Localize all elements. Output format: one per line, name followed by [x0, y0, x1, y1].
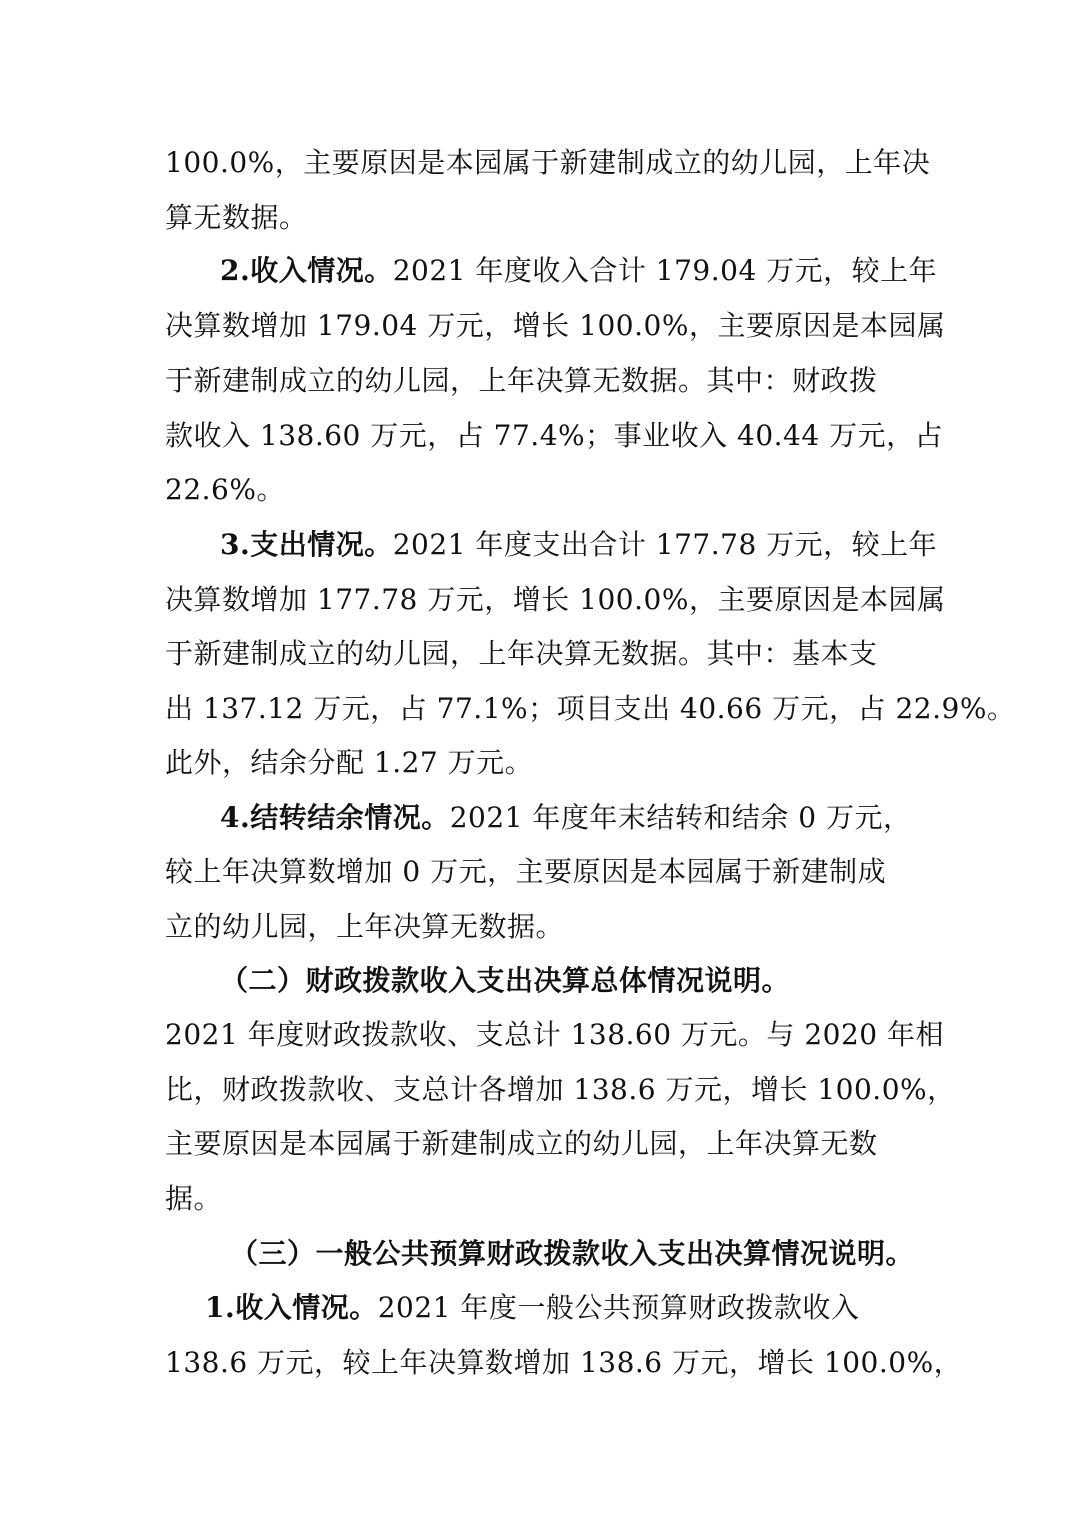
subsection-heading: 1.收入情况。: [205, 1291, 378, 1324]
line-text: 138.6 万元，较上年决算数增加 138.6 万元，增长 100.0%，: [165, 1346, 963, 1379]
body-line: [165, 743, 533, 783]
subsection-heading: 3.支出情况。: [220, 528, 393, 561]
body-line: [165, 1179, 222, 1219]
section-heading: （二）财政拨款收入支出决算总体情况说明。: [220, 964, 791, 997]
body-line: [165, 143, 930, 183]
line-text: 此外，结余分配 1.27 万元。: [165, 746, 534, 779]
body-line: [165, 689, 1015, 729]
subsection-heading: 2.收入情况。: [220, 254, 393, 287]
section-heading-line: [230, 1234, 914, 1274]
line-text: 决算数增加 179.04 万元，增长 100.0%，主要原因是本园属: [165, 309, 946, 342]
section-heading-line: [220, 961, 790, 1001]
line-text: 立的幼儿园，上年决算无数据。: [165, 910, 565, 943]
body-line: [165, 1070, 956, 1110]
body-line: [165, 580, 945, 620]
line-text: 款收入 138.60 万元，占 77.4%；事业收入 40.44 万元，占: [165, 419, 944, 452]
line-text: 2021 年度财政拨款收、支总计 138.60 万元。与 2020 年相: [165, 1018, 944, 1051]
body-line: [165, 198, 308, 238]
line-text: 2021 年度收入合计 179.04 万元，较上年: [392, 254, 938, 287]
subsection-line: [220, 251, 937, 291]
subsection-line: [220, 798, 912, 838]
body-line: [165, 361, 878, 401]
body-line: [165, 470, 285, 510]
line-text: 决算数增加 177.78 万元，增长 100.0%，主要原因是本园属: [165, 583, 946, 616]
body-line: [165, 907, 564, 947]
line-text: 于新建制成立的幼儿园，上年决算无数据。其中：基本支: [165, 637, 878, 670]
body-line: [165, 306, 945, 346]
body-line: [165, 634, 878, 674]
line-text: 2021 年度年末结转和结余 0 万元，: [449, 801, 912, 834]
line-text: 比，财政拨款收、支总计各增加 138.6 万元，增长 100.0%，: [165, 1073, 956, 1106]
line-text: 较上年决算数增加 0 万元，主要原因是本园属于新建制成: [165, 855, 887, 888]
line-text: 2021 年度支出合计 177.78 万元，较上年: [392, 528, 938, 561]
body-line: [165, 852, 886, 892]
line-text: 22.6%。: [165, 473, 285, 506]
line-text: 2021 年度一般公共预算财政拨款收入: [377, 1291, 860, 1324]
section-heading: （三）一般公共预算财政拨款收入支出决算情况说明。: [230, 1237, 915, 1270]
body-line: [165, 1343, 962, 1383]
line-text: 算无数据。: [165, 201, 308, 234]
body-line: [165, 416, 943, 456]
subsection-line: [205, 1288, 859, 1328]
body-line: [165, 1124, 878, 1164]
line-text: 100.0%，主要原因是本园属于新建制成立的幼儿园，上年决: [165, 146, 931, 179]
body-line: [165, 1015, 944, 1055]
line-text: 出 137.12 万元，占 77.1%；项目支出 40.66 万元，占 22.9%。: [165, 692, 1016, 725]
line-text: 主要原因是本园属于新建制成立的幼儿园，上年决算无数: [165, 1127, 878, 1160]
subsection-heading: 4.结转结余情况。: [220, 801, 450, 834]
line-text: 于新建制成立的幼儿园，上年决算无数据。其中：财政拨: [165, 364, 878, 397]
subsection-line: [220, 525, 937, 565]
line-text: 据。: [165, 1182, 223, 1215]
